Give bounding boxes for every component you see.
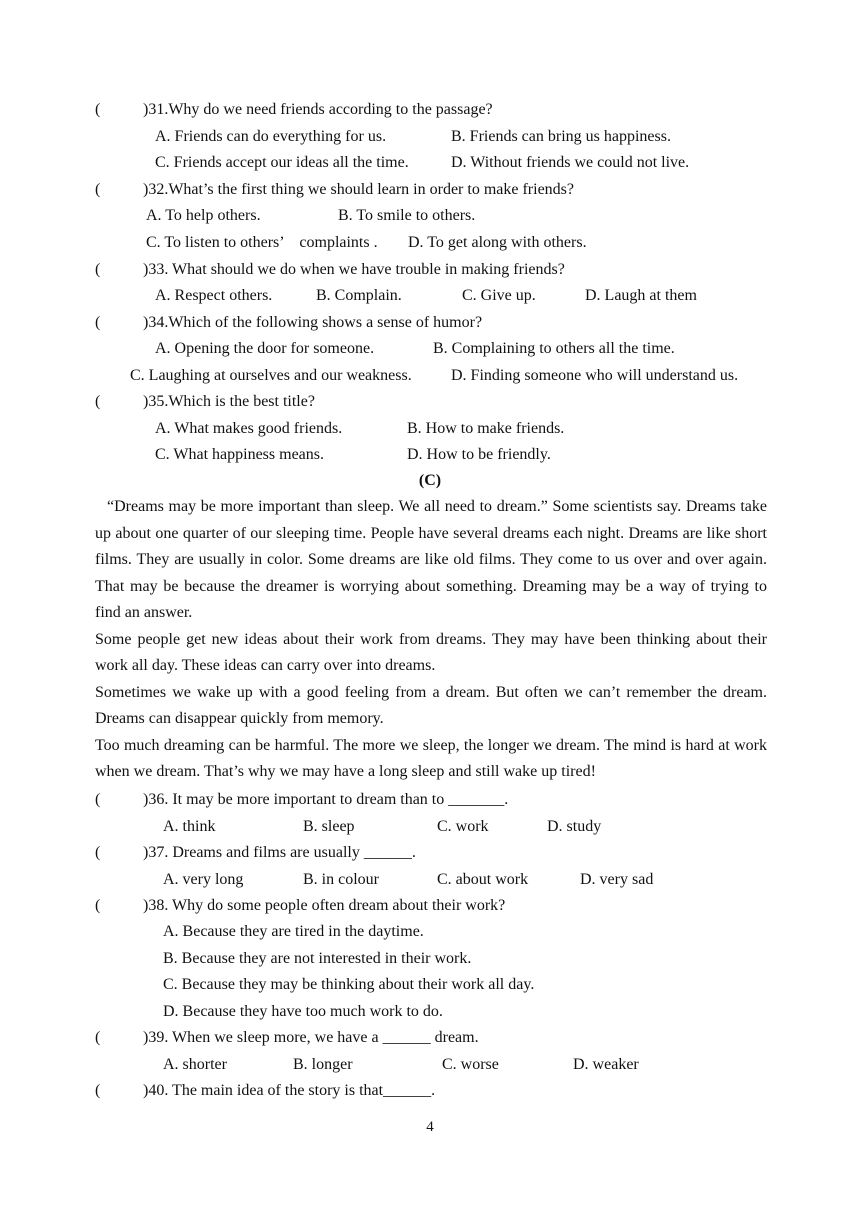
option-38b: B. Because they are not interested in their work. — [163, 950, 472, 967]
question-stem: )39. When we sleep more, we have a ______ dream. — [143, 1029, 479, 1046]
option-34b: B. Complaining to others all the time. — [433, 340, 675, 357]
answer-blank: ( — [95, 393, 101, 410]
option-33b: B. Complain. — [316, 287, 402, 304]
answer-blank: ( — [95, 1082, 101, 1099]
option-38c: C. Because they may be thinking about their work all day. — [163, 976, 535, 993]
question-33 — [95, 260, 565, 280]
option-31a: A. Friends can do everything for us. — [155, 128, 387, 145]
question-stem: )33. What should we do when we have trouble in making friends? — [143, 261, 565, 278]
question-stem: )36. It may be more important to dream than to _______. — [143, 791, 509, 808]
answer-blank: ( — [95, 261, 101, 278]
option-36b: B. sleep — [303, 818, 355, 835]
answer-blank: ( — [95, 314, 101, 331]
question-39 — [95, 1028, 479, 1048]
option-36d: D. study — [547, 818, 602, 835]
section-title: (C) — [418, 472, 442, 489]
question-40 — [95, 1081, 435, 1101]
question-stem: )32.What’s the first thing we should learn in order to make friends? — [143, 181, 574, 198]
question-37 — [95, 843, 416, 863]
option-33d: D. Laugh at them — [585, 287, 697, 304]
option-32a: A. To help others. — [146, 207, 261, 224]
option-39a: A. shorter — [163, 1056, 227, 1073]
option-36c: C. work — [437, 818, 489, 835]
option-39c: C. worse — [442, 1056, 499, 1073]
option-35a: A. What makes good friends. — [155, 420, 343, 437]
question-35 — [95, 392, 315, 412]
option-31d: D. Without friends we could not live. — [451, 154, 690, 171]
option-34c: C. Laughing at ourselves and our weakness. — [130, 367, 412, 384]
option-32b: B. To smile to others. — [338, 207, 476, 224]
question-stem: )37. Dreams and films are usually ______. — [143, 844, 416, 861]
option-35b: B. How to make friends. — [407, 420, 565, 437]
option-34a: A. Opening the door for someone. — [155, 340, 375, 357]
question-stem: )31.Why do we need friends according to the passage? — [143, 101, 493, 118]
question-stem: )40. The main idea of the story is that______. — [143, 1082, 436, 1099]
question-stem: )38. Why do some people often dream about their work? — [143, 897, 506, 914]
option-38a: A. Because they are tired in the daytime. — [163, 923, 424, 940]
question-stem: )35.Which is the best title? — [143, 393, 315, 410]
passage-paragraph: Some people get new ideas about their work from dreams. They may have been thinking about their work all day. These ideas can carry over into dreams. — [95, 630, 767, 674]
option-38d: D. Because they have too much work to do. — [163, 1003, 443, 1020]
passage-paragraph: Sometimes we wake up with a good feeling from a dream. But often we can’t remember the dream. Dreams can disappear quickly from memory. — [95, 683, 767, 727]
question-32 — [95, 180, 574, 200]
passage-paragraph: Too much dreaming can be harmful. The more we sleep, the longer we dream. The mind is hard at work when we dream. That’s why we may have a long sleep and still wake up tired! — [95, 736, 767, 780]
option-36a: A. think — [163, 818, 216, 835]
answer-blank: ( — [95, 1029, 101, 1046]
question-stem: )34.Which of the following shows a sense of humor? — [143, 314, 483, 331]
option-37d: D. very sad — [580, 871, 654, 888]
option-37c: C. about work — [437, 871, 529, 888]
option-31c: C. Friends accept our ideas all the time. — [155, 154, 409, 171]
reading-passage — [95, 494, 767, 786]
option-32c: C. To listen to others’ complaints . — [146, 234, 378, 251]
answer-blank: ( — [95, 844, 101, 861]
question-36 — [95, 790, 508, 810]
option-34d: D. Finding someone who will understand us. — [451, 367, 739, 384]
option-37b: B. in colour — [303, 871, 379, 888]
option-33a: A. Respect others. — [155, 287, 273, 304]
option-35c: C. What happiness means. — [155, 446, 325, 463]
option-39d: D. weaker — [573, 1056, 639, 1073]
option-39b: B. longer — [293, 1056, 353, 1073]
option-35d: D. How to be friendly. — [407, 446, 551, 463]
option-33c: C. Give up. — [462, 287, 536, 304]
answer-blank: ( — [95, 101, 101, 118]
option-31b: B. Friends can bring us happiness. — [451, 128, 671, 145]
answer-blank: ( — [95, 897, 101, 914]
passage-paragraph: “Dreams may be more important than sleep. We all need to dream.” Some scientists say. Dreams take up about one quarter of our sleeping time. People have several dreams each night. Dreams are like short films. They are usually in color. Some dreams are like old films. They come to us over and over again. That may be because the dreamer is worrying about something. Dreaming may be a way of trying to find an answer. — [95, 498, 767, 621]
option-32d: D. To get along with others. — [408, 234, 587, 251]
question-34 — [95, 313, 482, 333]
answer-blank: ( — [95, 791, 101, 808]
question-38 — [95, 896, 505, 916]
page-number: 4 — [426, 1119, 434, 1135]
answer-blank: ( — [95, 181, 101, 198]
question-31 — [95, 100, 493, 120]
option-37a: A. very long — [163, 871, 244, 888]
